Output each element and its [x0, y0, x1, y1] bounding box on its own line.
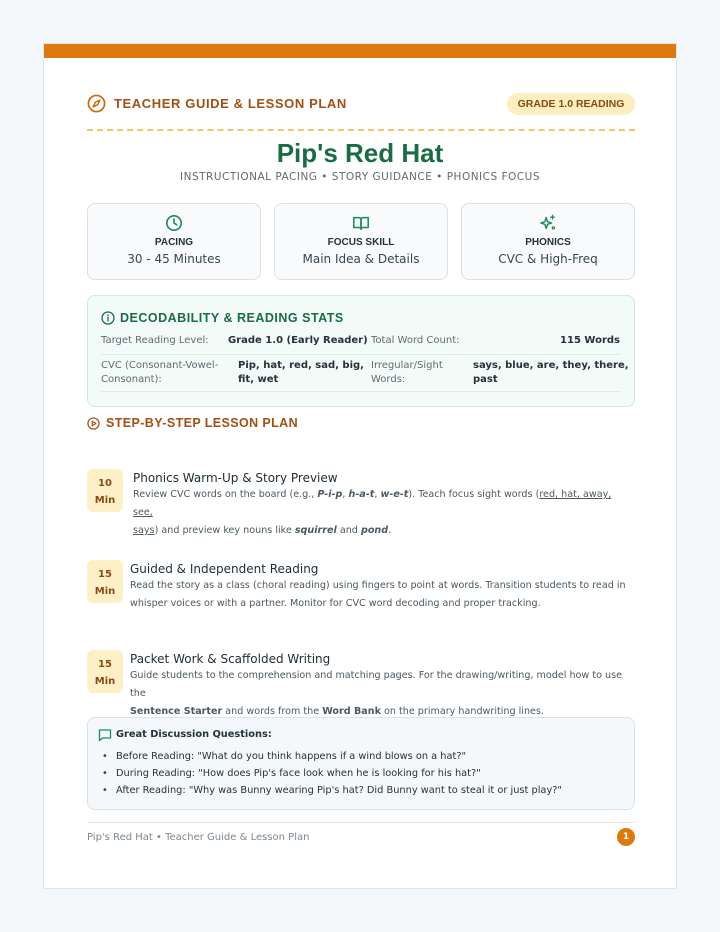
text-run: Word Bank	[322, 706, 381, 717]
pacing-card	[87, 203, 261, 280]
discussion-list	[102, 748, 622, 799]
info-icon	[101, 311, 115, 325]
sight-word-list: says	[133, 525, 155, 536]
top-accent-bar	[44, 44, 676, 58]
sparkle-icon	[539, 214, 557, 232]
card-value: 30 - 45 Minutes	[127, 252, 221, 266]
phonics-card	[461, 203, 635, 280]
text-run: on the primary handwriting lines.	[380, 706, 545, 717]
grade-badge: GRADE 1.0 READING	[507, 93, 635, 115]
text-run: h-a-t	[348, 489, 375, 500]
text-run: and	[336, 525, 361, 536]
card-value: Main Idea & Details	[302, 252, 420, 266]
question-text: "What do you think happens if a wind blows on a hat?"	[194, 751, 467, 762]
book-icon	[352, 214, 370, 232]
step-title: Phonics Warm-Up & Story Preview	[133, 471, 338, 485]
card-label: PACING	[154, 237, 194, 248]
step-title: Guided & Independent Reading	[130, 562, 319, 576]
cvc-words-line: fit, wet	[238, 374, 279, 385]
text-run: ). Teach focus sight words (	[408, 489, 540, 500]
text-run: squirrel	[294, 525, 337, 536]
cvc-label	[101, 359, 218, 387]
cvc-label-line: Consonant):	[101, 374, 162, 385]
word-count-label: Total Word Count:	[371, 335, 460, 346]
text-run: pond	[360, 525, 389, 536]
text-run: Guide students to the comprehension and matching pages. For the drawing/writing, model how to use the	[130, 670, 622, 699]
page-number: 1	[617, 828, 635, 846]
step-description	[133, 486, 633, 540]
step-description	[130, 577, 635, 613]
text-run: ) and preview key nouns like	[154, 525, 295, 536]
target-level-label: Target Reading Level:	[101, 335, 209, 346]
sight-words-line: says, blue, are, they, there,	[473, 360, 629, 371]
page-title: Pip's Red Hat	[276, 138, 444, 168]
sight-label-line: Words:	[371, 374, 406, 385]
word-count-value: 115 Words	[560, 335, 620, 346]
card-label: PHONICS	[525, 237, 571, 248]
lesson-plan-title: STEP-BY-STEP LESSON PLAN	[106, 416, 299, 430]
footer-divider	[87, 822, 635, 823]
text-run: P-i-p	[317, 489, 343, 500]
card-label: FOCUS SKILL	[327, 237, 395, 248]
page-subtitle: INSTRUCTIONAL PACING • STORY GUIDANCE • PHONICS FOCUS	[180, 171, 540, 183]
question-text: "How does Pip's face look when he is looking for his hat?"	[195, 768, 481, 779]
question-label: During Reading:	[116, 768, 196, 779]
step-description	[130, 667, 635, 721]
text-run: w-e-t	[380, 489, 409, 500]
step-time-unit: Min	[94, 586, 116, 597]
dashed-divider	[87, 129, 635, 131]
step-time-badge	[87, 560, 123, 603]
cvc-words-line: Pip, hat, red, sad, big,	[238, 360, 364, 371]
text-run: ,	[374, 489, 381, 500]
sight-words-line: past	[473, 374, 498, 385]
step-time-badge	[87, 469, 123, 512]
cvc-words	[238, 359, 364, 387]
text-run: ,	[342, 489, 349, 500]
lesson-plan-page	[43, 43, 677, 889]
footer-text: Pip's Red Hat • Teacher Guide & Lesson Plan	[87, 832, 310, 843]
discussion-title: Great Discussion Questions:	[116, 729, 272, 740]
step-time-badge	[87, 650, 123, 693]
list-item	[102, 782, 622, 799]
section-label: TEACHER GUIDE & LESSON PLAN	[114, 96, 347, 111]
step-time-unit: Min	[94, 676, 116, 687]
target-level-value: Grade 1.0 (Early Reader)	[228, 335, 368, 346]
step-time: 10	[98, 478, 112, 489]
sight-words-label	[371, 359, 443, 387]
question-text: "Why was Bunny wearing Pip's hat? Did Bunny want to steal it or just play?"	[185, 785, 562, 796]
step-time-unit: Min	[94, 495, 116, 506]
list-item	[102, 748, 622, 765]
text-run: .	[388, 525, 392, 536]
list-item	[102, 765, 622, 782]
step-title: Packet Work & Scaffolded Writing	[130, 652, 331, 666]
text-run: Sentence Starter	[130, 706, 223, 717]
focus-skill-card	[274, 203, 448, 280]
sight-label-line: Irregular/Sight	[371, 360, 443, 371]
play-circle-icon	[87, 417, 100, 430]
sight-words	[473, 359, 629, 387]
step-time: 15	[98, 659, 112, 670]
text-run: Review CVC words on the board (e.g.,	[133, 489, 318, 500]
question-label: After Reading:	[116, 785, 186, 796]
question-label: Before Reading:	[116, 751, 195, 762]
chat-bubble-icon	[98, 728, 112, 742]
clock-icon	[165, 214, 183, 232]
stats-row-divider	[101, 354, 621, 355]
compass-icon	[87, 94, 106, 113]
cvc-label-line: CVC (Consonant-Vowel-	[101, 360, 219, 371]
card-value: CVC & High-Freq	[498, 252, 598, 266]
text-run: Read the story as a class (choral reading) using fingers to point at words. Transition students to read in	[130, 580, 626, 591]
stats-row-divider	[101, 391, 621, 392]
text-run: whisper voices or with a partner. Monitor for CVC word decoding and proper tracking.	[130, 598, 541, 609]
text-run: and words from the	[222, 706, 323, 717]
sight-word-list: red, hat, away, see,	[133, 489, 612, 518]
stats-title: DECODABILITY & READING STATS	[120, 311, 344, 325]
step-time: 15	[98, 569, 112, 580]
